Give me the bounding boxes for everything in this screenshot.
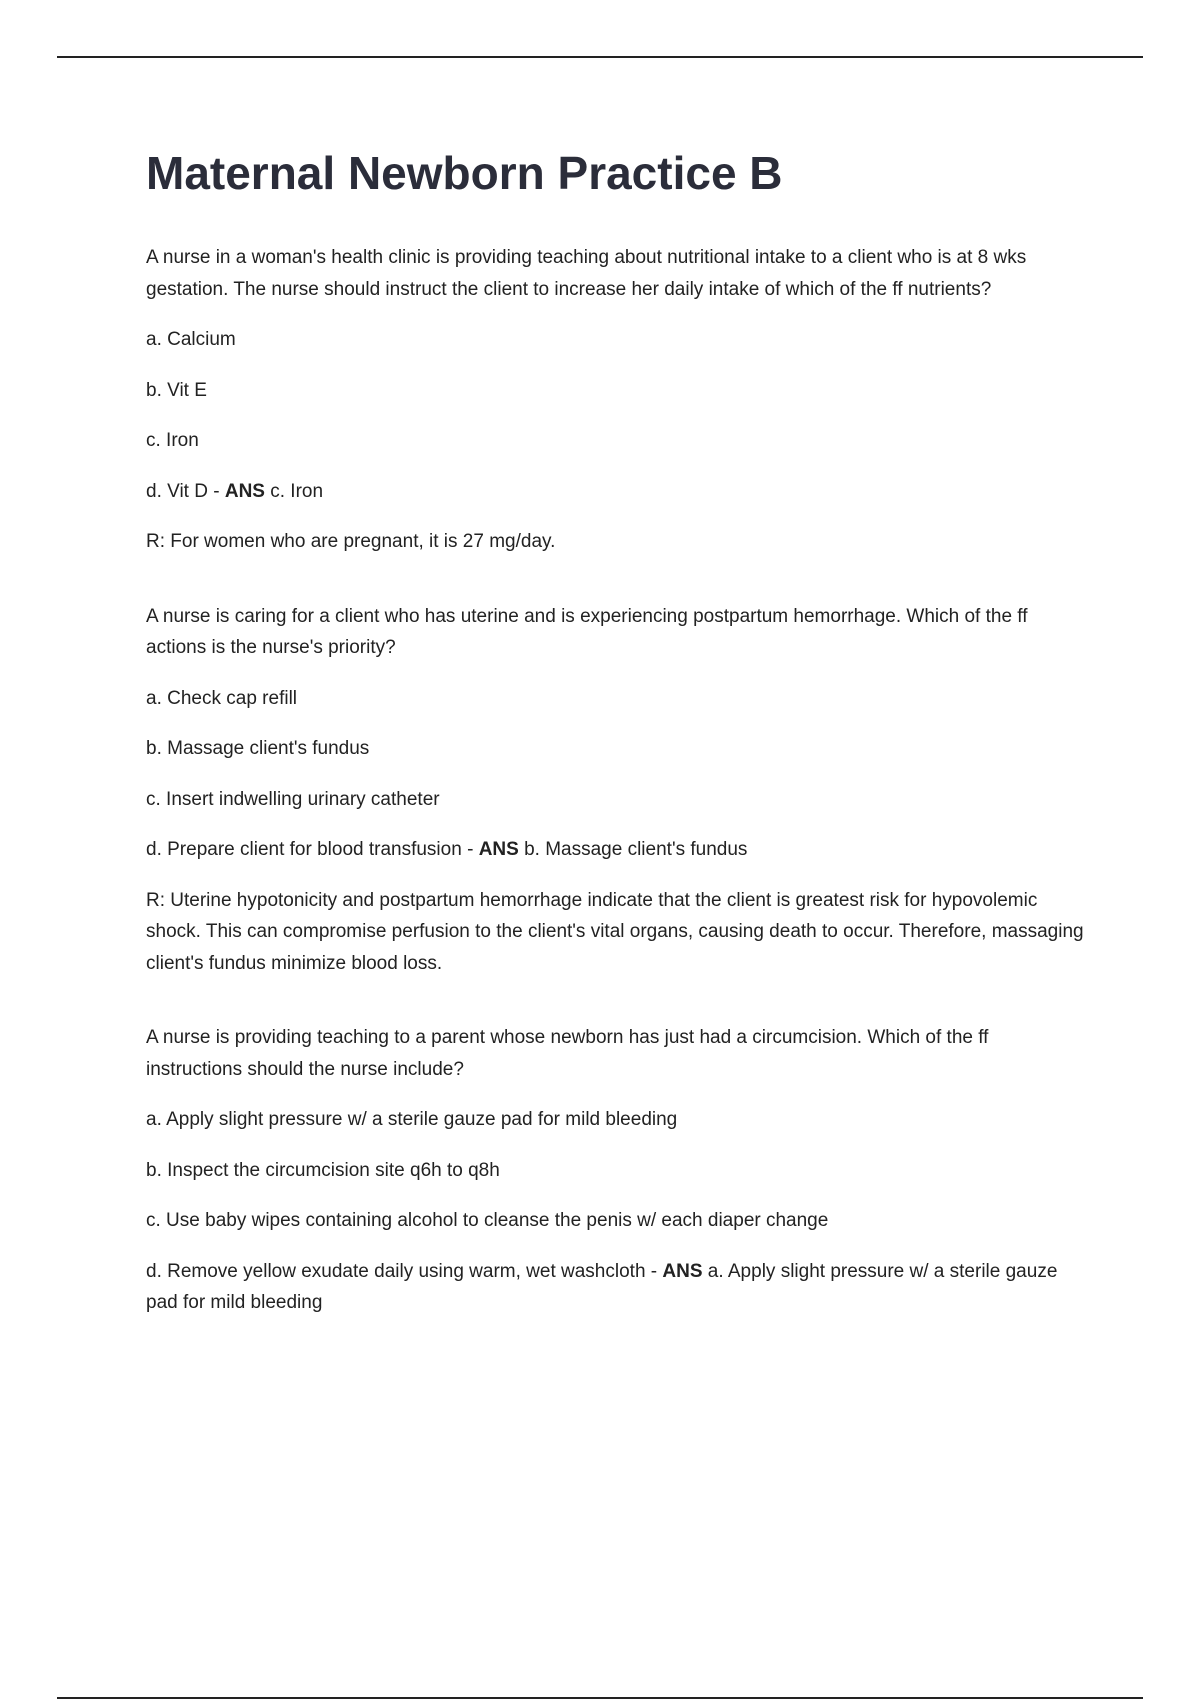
question-stem: A nurse is caring for a client who has uterine and is experiencing postpartum hemorrhage. Which of the ff actions is the nurse's priority? (146, 605, 1028, 658)
option-a: a. Check cap refill (146, 687, 298, 709)
bottom-rule (57, 1697, 1143, 1699)
option-b: b. Inspect the circumcision site q6h to q8h (146, 1159, 500, 1181)
option-a: a. Calcium (146, 329, 236, 350)
ans-label: ANS (662, 1260, 703, 1282)
option-d: d. Remove yellow exudate daily using warm, wet washcloth - (146, 1260, 663, 1282)
option-c: c. Use baby wipes containing alcohol to cleanse the penis w/ each diaper change (146, 1210, 829, 1231)
option-b: b. Massage client's fundus (146, 738, 370, 759)
option-a: a. Apply slight pressure w/ a sterile gauze pad for mild bleeding (146, 1109, 678, 1130)
question-stem: A nurse is providing teaching to a parent whose newborn has just had a circumcision. Which of the ff instructions should the nurse include? (146, 1027, 989, 1080)
top-rule (57, 56, 1143, 58)
answer-text: b. Massage client's fundus (518, 839, 748, 860)
rationale: R: Uterine hypotonicity and postpartum hemorrhage indicate that the client is greatest risk for hypovolemic shock. This can compromise perfusion to the client's vital organs, causing death to occur. Therefore, massaging client's fundus minimize blood loss. (146, 889, 1084, 974)
option-d: d. Vit D - (146, 480, 225, 502)
document-body (146, 138, 1086, 1362)
option-d-with-answer (146, 476, 1086, 508)
question-1 (146, 242, 1086, 558)
document-title: Maternal Newborn Practice B (146, 147, 783, 199)
question-2 (146, 601, 1086, 980)
question-3 (146, 1022, 1086, 1319)
answer-text: a. Apply slight pressure w/ a sterile gauze pad for mild bleeding (146, 1260, 1058, 1313)
ans-label: ANS (478, 839, 519, 860)
option-d-with-answer (146, 834, 1086, 866)
option-d-with-answer (146, 1256, 1086, 1319)
option-c: c. Insert indwelling urinary catheter (146, 788, 440, 810)
option-d: d. Prepare client for blood transfusion - (146, 839, 479, 860)
ans-label: ANS (224, 480, 265, 502)
option-b: b. Vit E (146, 379, 207, 401)
option-c: c. Iron (146, 430, 199, 451)
answer-text: c. Iron (264, 480, 324, 502)
rationale: R: For women who are pregnant, it is 27 mg/day. (146, 531, 556, 552)
question-stem: A nurse in a woman's health clinic is providing teaching about nutritional intake to a client who is at 8 wks gestation. The nurse should instruct the client to increase her daily intake of which of the ff nutrients? (146, 247, 1027, 300)
